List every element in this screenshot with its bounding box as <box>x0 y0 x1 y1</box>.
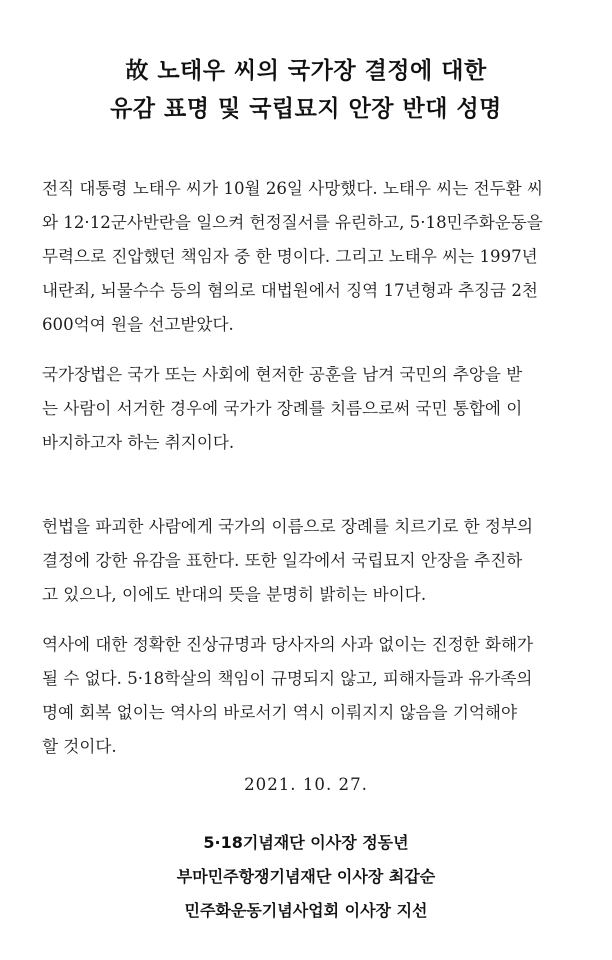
paragraph-2 <box>42 358 576 460</box>
paragraph-line: 명예 회복 없이는 역사의 바로서기 역시 이뤄지지 않음을 기억해야 <box>42 703 517 722</box>
paragraph-4 <box>42 628 576 764</box>
paragraph-line: 할 것이다. <box>42 737 117 756</box>
paragraph-line: 역사에 대한 정확한 진상규명과 당사자의 사과 없이는 진정한 화해가 <box>42 635 534 654</box>
signatory-2: 부마민주항쟁기념재단 이사장 최갑순 <box>176 867 436 886</box>
paragraph-line: 헌법을 파괴한 사람에게 국가의 이름으로 장례를 치르기로 한 정부의 <box>42 517 534 536</box>
title-line-2: 유감 표명 및 국립묘지 안장 반대 성명 <box>110 96 502 122</box>
title-line-1: 故 노태우 씨의 국가장 결정에 대한 <box>125 58 487 84</box>
paragraph-line: 국가장법은 국가 또는 사회에 현저한 공훈을 남겨 국민의 추앙을 받 <box>42 365 523 384</box>
paragraph-line: 결정에 강한 유감을 표한다. 또한 일각에서 국립묘지 안장을 추진하 <box>42 551 523 570</box>
signatory-3: 민주화운동기념사업회 이사장 지선 <box>184 901 428 920</box>
paragraph-line: 고 있으나, 이에도 반대의 뜻을 분명히 밝히는 바이다. <box>42 585 427 604</box>
paragraph-line: 무력으로 진압했던 책임자 중 한 명이다. 그리고 노태우 씨는 1997년 <box>42 247 538 266</box>
paragraph-line: 될 수 없다. 5·18학살의 책임이 규명되지 않고, 피해자들과 유가족의 <box>42 669 533 688</box>
document-title <box>0 52 612 128</box>
paragraph-line: 바지하고자 하는 취지이다. <box>42 433 235 452</box>
paragraph-line: 는 사람이 서거한 경우에 국가가 장례를 치름으로써 국민 통합에 이 <box>42 399 523 418</box>
signatories <box>0 826 612 928</box>
paragraph-3 <box>42 510 576 612</box>
statement-date: 2021. 10. 27. <box>244 775 368 794</box>
paragraph-line: 전직 대통령 노태우 씨가 10월 26일 사망했다. 노태우 씨는 전두환 씨 <box>42 179 543 198</box>
signatory-1: 5·18기념재단 이사장 정동년 <box>203 833 409 852</box>
paragraph-1 <box>42 172 576 342</box>
paragraph-line: 와 12·12군사반란을 일으켜 헌정질서를 유린하고, 5·18민주화운동을 <box>42 213 543 232</box>
paragraph-line: 내란죄, 뇌물수수 등의 혐의로 대법원에서 징역 17년형과 추징금 2천 <box>42 281 538 300</box>
paragraph-line: 600억여 원을 선고받았다. <box>42 315 234 334</box>
